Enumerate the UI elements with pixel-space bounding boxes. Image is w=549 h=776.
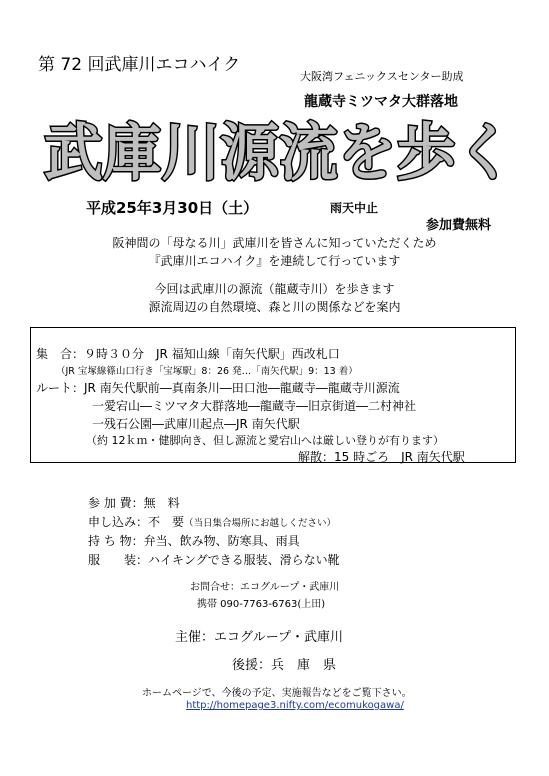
grant-note: 大阪湾フェニックスセンター助成 xyxy=(300,70,464,83)
dismissal-line: 解散：15 時ごろ JR 南矢代駅 xyxy=(298,450,465,464)
contact-phone: 携帯 090-7763-6763(上田) xyxy=(197,599,326,610)
route-line-3: 一残石公園―武庫川起点―JR 南矢代駅 xyxy=(92,417,300,431)
train-line: （JR 宝塚線篠山口行き「宝塚駅」8：26 発…「南矢代駅」9：13 着） xyxy=(56,366,358,377)
application-label: 申し込み：不 要 xyxy=(88,515,185,529)
route-line-1: ルート：JR 南矢代駅前―真南条川―田口池―龍蔵寺―龍蔵寺川源流 xyxy=(36,381,400,395)
homepage-note: ホームページで、今後の予定、実施報告などをご覧下さい。 xyxy=(142,688,412,699)
application-line xyxy=(88,513,336,530)
intro-line-1: 阪神間の「母なる川」武庫川を皆さんに知っていただくため xyxy=(112,236,437,250)
intro-line-4: 源流周辺の自然環境、森と川の関係などを案内 xyxy=(148,300,401,314)
rain-note: 雨天中止 xyxy=(330,201,379,215)
support-line: 後援：兵 庫 県 xyxy=(232,658,337,673)
event-date: 平成25年3月30日（土） xyxy=(86,199,259,217)
host-line: 主催：エコグループ・武庫川 xyxy=(175,630,343,645)
route-line-2: 一愛宕山―ミツマタ大群落地―龍蔵寺―旧京街道―二村神社 xyxy=(92,399,417,413)
main-title xyxy=(34,110,524,186)
subtitle: 龍蔵寺ミツマタ大群落地 xyxy=(304,94,458,110)
main-title-text: 武庫川源流を歩く xyxy=(44,116,514,186)
series-title: 第 72 回武庫川エコハイク xyxy=(38,55,241,75)
distance-line: （約 12ｋｍ・健脚向き、但し源流と愛宕山へは厳しい登りが有ります） xyxy=(86,434,445,447)
contact-label: お問合せ：エコグループ・武庫川 xyxy=(190,582,340,593)
intro-line-3: 今回は武庫川の源流（龍蔵寺川）を歩きます xyxy=(154,282,395,296)
clothing-line: 服 装：ハイキングできる服装、滑らない靴 xyxy=(88,553,340,567)
application-note: （当日集合場所にお越しください） xyxy=(184,518,337,529)
meeting-line: 集 合：９時３０分 JR 福知山線「南矢代駅」西改札口 xyxy=(36,347,340,361)
homepage-link[interactable]: http://homepage3.nifty.com/ecomukogawa/ xyxy=(186,700,404,711)
bring-line: 持 ち 物：弁当、飲み物、防寒具、雨具 xyxy=(88,534,300,548)
fee-note: 参加費無料 xyxy=(426,218,492,233)
intro-line-2: 『武庫川エコハイク』を連続して行っています xyxy=(148,254,401,268)
fee-line: 参 加 費：無 料 xyxy=(88,496,180,510)
